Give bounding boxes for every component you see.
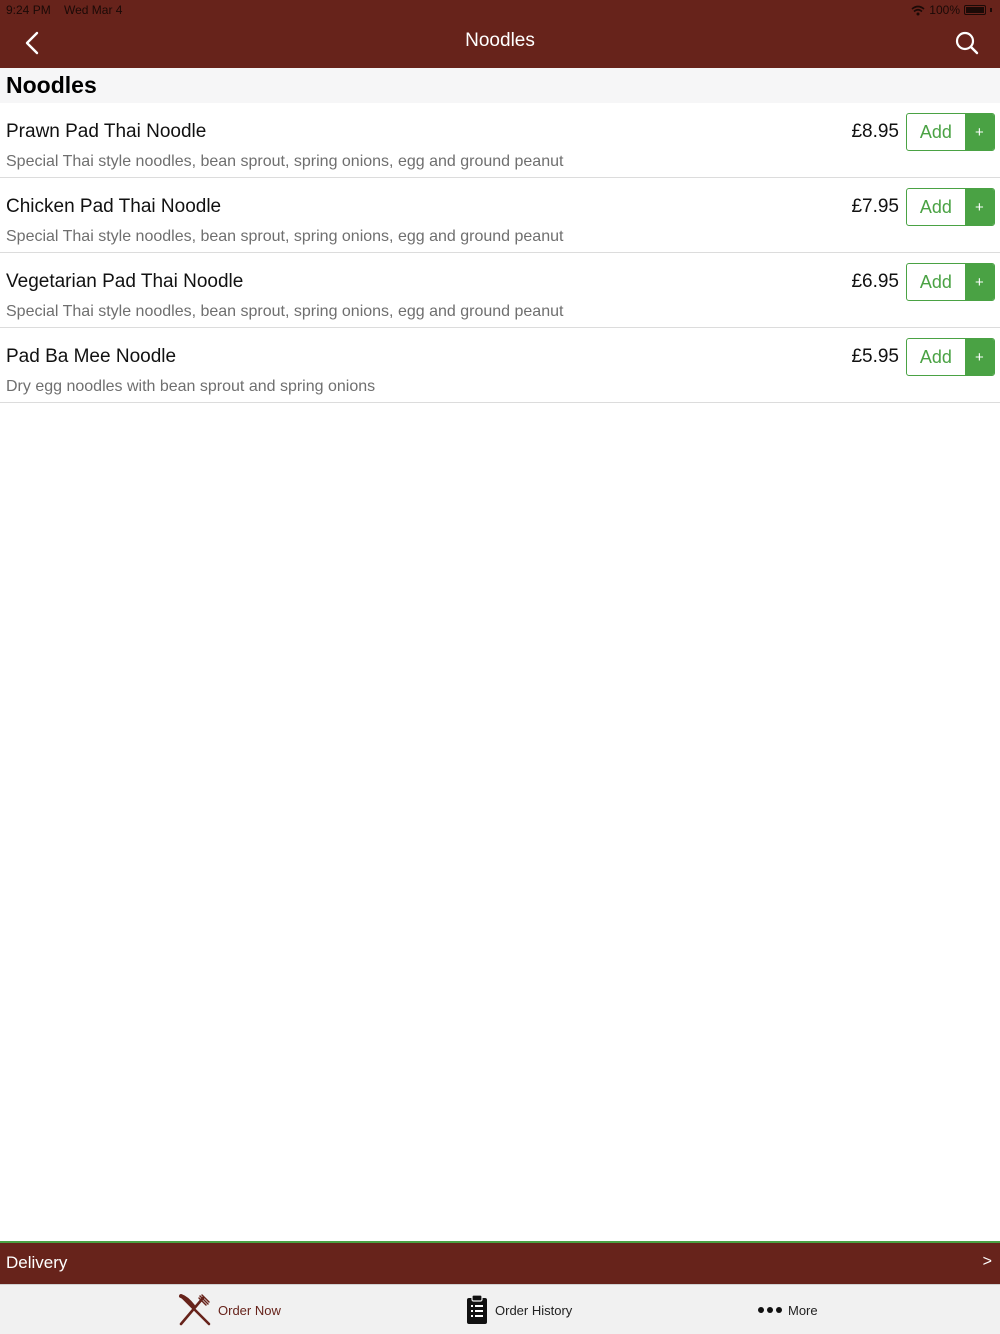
fork-knife-icon bbox=[178, 1293, 212, 1327]
menu-item[interactable] bbox=[0, 178, 1000, 253]
item-name: Prawn Pad Thai Noodle bbox=[6, 121, 207, 142]
item-price: £7.95 bbox=[851, 196, 899, 217]
item-price: £6.95 bbox=[851, 271, 899, 292]
tab-order-history-label: Order History bbox=[495, 1302, 573, 1318]
tab-order-history[interactable] bbox=[465, 1285, 572, 1334]
clipboard-icon bbox=[465, 1294, 489, 1326]
search-icon bbox=[952, 28, 982, 58]
battery-nub bbox=[990, 8, 992, 12]
delivery-label: Delivery bbox=[6, 1253, 68, 1272]
status-date: Wed Mar 4 bbox=[64, 3, 123, 17]
battery-icon bbox=[964, 5, 986, 15]
menu-item[interactable] bbox=[0, 328, 1000, 403]
item-description: Dry egg noodles with bean sprout and spring onions bbox=[6, 378, 376, 395]
add-button-label: Add bbox=[919, 346, 952, 367]
plus-icon: + bbox=[965, 264, 994, 300]
add-button-label: Add bbox=[919, 121, 952, 142]
item-price: £5.95 bbox=[851, 346, 899, 367]
item-description: Special Thai style noodles, bean sprout, spring onions, egg and ground peanut bbox=[6, 228, 564, 245]
item-name: Chicken Pad Thai Noodle bbox=[6, 196, 222, 217]
tab-bar bbox=[0, 1284, 1000, 1334]
nav-title: Noodles bbox=[465, 30, 535, 51]
chevron-right-icon: > bbox=[982, 1253, 992, 1270]
search-button[interactable] bbox=[952, 28, 982, 58]
add-button[interactable] bbox=[906, 338, 995, 376]
add-button-label: Add bbox=[919, 271, 952, 292]
battery-percent: 100% bbox=[929, 3, 960, 17]
item-name: Vegetarian Pad Thai Noodle bbox=[6, 271, 244, 292]
more-dots-icon bbox=[758, 1307, 782, 1313]
tab-more[interactable] bbox=[758, 1285, 818, 1334]
plus-icon: + bbox=[965, 339, 994, 375]
item-description: Special Thai style noodles, bean sprout, spring onions, egg and ground peanut bbox=[6, 303, 564, 320]
navigation-bar bbox=[0, 0, 1000, 68]
add-button[interactable] bbox=[906, 113, 995, 151]
add-button[interactable] bbox=[906, 188, 995, 226]
add-button[interactable] bbox=[906, 263, 995, 301]
item-name: Pad Ba Mee Noodle bbox=[6, 346, 177, 367]
section-title: Noodles bbox=[6, 72, 97, 98]
wifi-icon bbox=[911, 5, 925, 16]
menu-item[interactable] bbox=[0, 103, 1000, 178]
delivery-bar[interactable] bbox=[0, 1241, 1000, 1284]
item-price: £8.95 bbox=[851, 121, 899, 142]
section-header bbox=[0, 68, 1000, 103]
tab-more-label: More bbox=[788, 1302, 818, 1318]
tab-order-now[interactable] bbox=[178, 1285, 281, 1334]
status-right bbox=[911, 3, 992, 17]
status-bar bbox=[0, 0, 1000, 20]
item-description: Special Thai style noodles, bean sprout, spring onions, egg and ground peanut bbox=[6, 153, 564, 170]
tab-order-now-label: Order Now bbox=[218, 1302, 281, 1318]
status-time: 9:24 PM bbox=[6, 3, 51, 17]
add-button-label: Add bbox=[919, 196, 952, 217]
plus-icon: + bbox=[965, 114, 994, 150]
plus-icon: + bbox=[965, 189, 994, 225]
menu-item[interactable] bbox=[0, 253, 1000, 328]
